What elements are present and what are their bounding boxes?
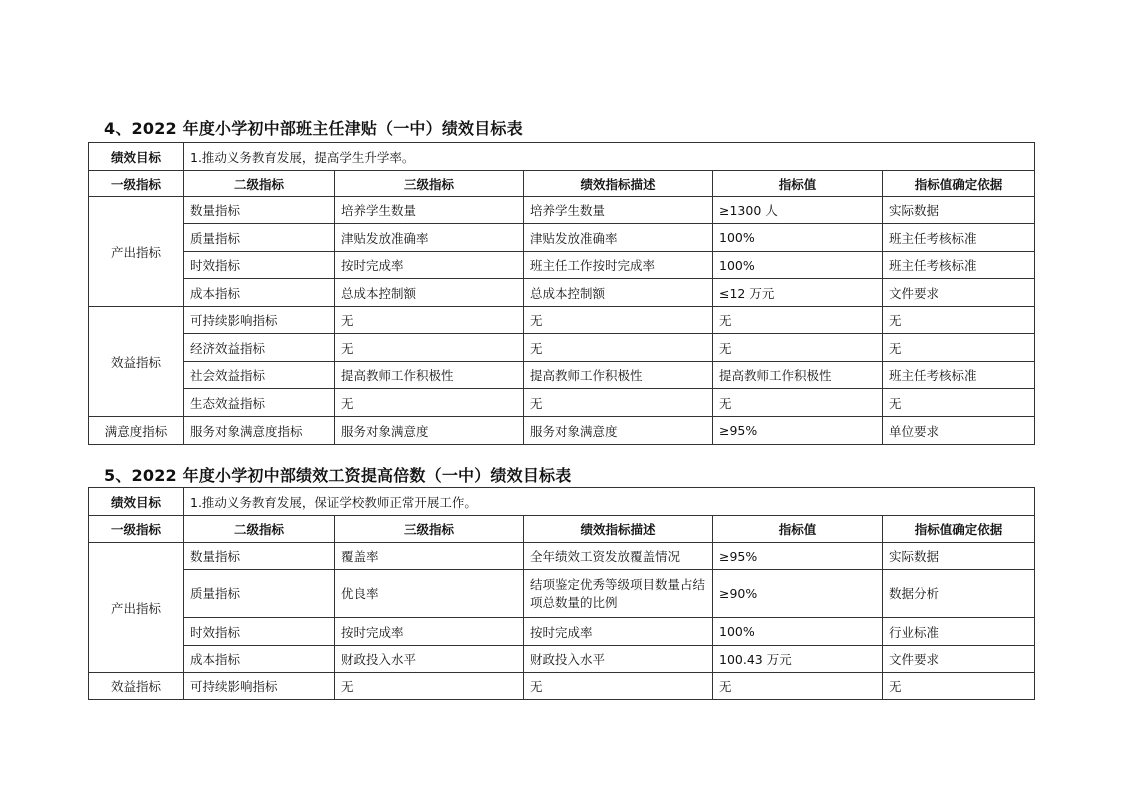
table-cell: ≥95% — [713, 417, 883, 445]
table-cell: 单位要求 — [883, 417, 1035, 445]
level1-indicator: 满意度指标 — [89, 417, 184, 445]
table-cell: 无 — [713, 307, 883, 334]
table-cell: 按时完成率 — [335, 252, 524, 279]
table-cell: 培养学生数量 — [524, 197, 713, 224]
table-cell: 文件要求 — [883, 279, 1035, 307]
column-header: 绩效指标描述 — [524, 171, 713, 197]
table-cell: 实际数据 — [883, 543, 1035, 570]
table-cell: 无 — [335, 307, 524, 334]
table-cell: 无 — [524, 389, 713, 417]
table-cell: 总成本控制额 — [335, 279, 524, 307]
table-cell: 可持续影响指标 — [184, 673, 335, 700]
table-cell: 班主任考核标准 — [883, 224, 1035, 252]
column-header: 一级指标 — [89, 516, 184, 543]
table-cell: 财政投入水平 — [335, 646, 524, 673]
table-row — [89, 417, 1035, 445]
table-cell: 无 — [335, 389, 524, 417]
table-cell: 无 — [883, 389, 1035, 417]
table-cell: 优良率 — [335, 570, 524, 618]
table-cell: 100% — [713, 224, 883, 252]
table-cell: 服务对象满意度 — [524, 417, 713, 445]
table-row — [89, 252, 1035, 279]
header-row — [89, 516, 1035, 543]
table-cell: 提高教师工作积极性 — [713, 362, 883, 389]
table-cell: 无 — [524, 307, 713, 334]
table-cell: 成本指标 — [184, 279, 335, 307]
table-cell: 班主任工作按时完成率 — [524, 252, 713, 279]
goal-text: 1.推动义务教育发展，提高学生升学率。 — [184, 143, 1035, 171]
column-header: 二级指标 — [184, 516, 335, 543]
table-cell: 实际数据 — [883, 197, 1035, 224]
table-cell: 时效指标 — [184, 252, 335, 279]
table-row — [89, 362, 1035, 389]
table-cell: 财政投入水平 — [524, 646, 713, 673]
table-cell: 无 — [713, 673, 883, 700]
column-header: 指标值 — [713, 171, 883, 197]
table-cell: 数量指标 — [184, 543, 335, 570]
table-cell: 无 — [713, 334, 883, 362]
table-cell: 生态效益指标 — [184, 389, 335, 417]
table-cell: 无 — [335, 334, 524, 362]
level1-indicator: 效益指标 — [89, 307, 184, 417]
table-cell: 按时完成率 — [524, 618, 713, 646]
table-cell: 津贴发放准确率 — [524, 224, 713, 252]
table-cell: 按时完成率 — [335, 618, 524, 646]
column-header: 绩效指标描述 — [524, 516, 713, 543]
table-cell: 时效指标 — [184, 618, 335, 646]
table-cell: 无 — [883, 673, 1035, 700]
table-cell: 社会效益指标 — [184, 362, 335, 389]
table-cell: 无 — [883, 334, 1035, 362]
table-cell: 文件要求 — [883, 646, 1035, 673]
table-row — [89, 570, 1035, 618]
table-row — [89, 224, 1035, 252]
table-cell: 班主任考核标准 — [883, 362, 1035, 389]
level1-indicator: 产出指标 — [89, 543, 184, 673]
table-cell: 质量指标 — [184, 570, 335, 618]
table-cell: 总成本控制额 — [524, 279, 713, 307]
table-cell: 津贴发放准确率 — [335, 224, 524, 252]
table-row — [89, 543, 1035, 570]
table-cell: 培养学生数量 — [335, 197, 524, 224]
table-row — [89, 334, 1035, 362]
goal-text: 1.推动义务教育发展，保证学校教师正常开展工作。 — [184, 488, 1035, 516]
table-cell: 数据分析 — [883, 570, 1035, 618]
table-row — [89, 389, 1035, 417]
table-row — [89, 673, 1035, 700]
table-cell: ≥90% — [713, 570, 883, 618]
goal-label: 绩效目标 — [89, 488, 184, 516]
table-cell: ≥1300 人 — [713, 197, 883, 224]
column-header: 指标值确定依据 — [883, 516, 1035, 543]
table-row — [89, 307, 1035, 334]
column-header: 指标值确定依据 — [883, 171, 1035, 197]
table-cell: 100.43 万元 — [713, 646, 883, 673]
table-cell: 无 — [713, 389, 883, 417]
table-cell: 数量指标 — [184, 197, 335, 224]
table-cell: 无 — [524, 334, 713, 362]
table-cell: 成本指标 — [184, 646, 335, 673]
table-cell: 100% — [713, 618, 883, 646]
table-cell: ≤12 万元 — [713, 279, 883, 307]
table5 — [88, 487, 1035, 700]
table-row — [89, 618, 1035, 646]
goal-row — [89, 488, 1035, 516]
table-cell: 服务对象满意度指标 — [184, 417, 335, 445]
table-cell: ≥95% — [713, 543, 883, 570]
table-row — [89, 646, 1035, 673]
table-cell: 班主任考核标准 — [883, 252, 1035, 279]
table-row — [89, 197, 1035, 224]
table-cell: 100% — [713, 252, 883, 279]
column-header: 一级指标 — [89, 171, 184, 197]
column-header: 三级指标 — [335, 516, 524, 543]
table-row — [89, 279, 1035, 307]
table4 — [88, 142, 1035, 445]
column-header: 指标值 — [713, 516, 883, 543]
header-row — [89, 171, 1035, 197]
goal-label: 绩效目标 — [89, 143, 184, 171]
table-cell: 行业标准 — [883, 618, 1035, 646]
column-header: 二级指标 — [184, 171, 335, 197]
table-cell: 无 — [335, 673, 524, 700]
table4-title: 4、2022 年度小学初中部班主任津贴（一中）绩效目标表 — [104, 119, 523, 138]
table-cell: 覆盖率 — [335, 543, 524, 570]
table-cell: 结项鉴定优秀等级项目数量占结项总数量的比例 — [524, 570, 713, 618]
table-cell: 经济效益指标 — [184, 334, 335, 362]
table-cell: 提高教师工作积极性 — [524, 362, 713, 389]
level1-indicator: 产出指标 — [89, 197, 184, 307]
table5-title: 5、2022 年度小学初中部绩效工资提高倍数（一中）绩效目标表 — [104, 466, 572, 485]
table-cell: 可持续影响指标 — [184, 307, 335, 334]
table-cell: 质量指标 — [184, 224, 335, 252]
level1-indicator: 效益指标 — [89, 673, 184, 700]
goal-row — [89, 143, 1035, 171]
table-cell: 全年绩效工资发放覆盖情况 — [524, 543, 713, 570]
table-cell: 服务对象满意度 — [335, 417, 524, 445]
table-cell: 无 — [883, 307, 1035, 334]
table-cell: 无 — [524, 673, 713, 700]
column-header: 三级指标 — [335, 171, 524, 197]
table-cell: 提高教师工作积极性 — [335, 362, 524, 389]
